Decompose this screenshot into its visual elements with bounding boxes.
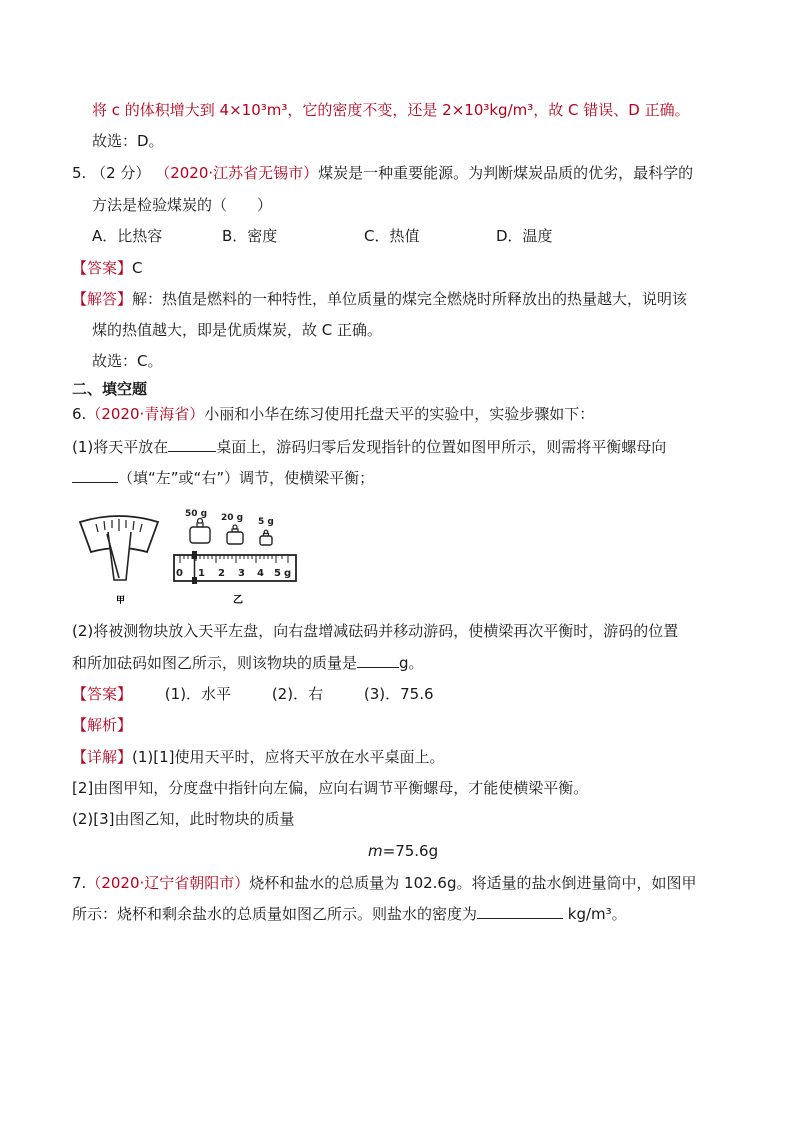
- q6-p1b: 桌面上，游码归零后发现指针的位置如图甲所示，则需将平衡螺母向: [216, 438, 667, 456]
- q6-p2c: g。: [399, 654, 424, 672]
- figure-label-yi: 乙: [233, 595, 243, 606]
- figure-jia: [74, 508, 164, 608]
- weight-label-50: 50 g: [185, 509, 208, 519]
- q4-text: 将 c 的体积增大到 4×10³m³，它的密度不变，还是 2×10³kg/m³，故 C 错误、D 正确。: [92, 101, 690, 119]
- formula-m: m: [368, 842, 383, 860]
- q5-source: （2020·江苏省无锡市）: [155, 164, 319, 182]
- blank-1[interactable]: [168, 437, 216, 452]
- q5-option-c: C．热值: [364, 227, 420, 245]
- weight-label-5: 5 g: [258, 517, 274, 527]
- q6-source: （2020·青海省）: [86, 405, 205, 423]
- q5-explain-line1: [72, 288, 687, 310]
- weight-50g: [190, 519, 210, 544]
- q6-detail1: (1)[1]使用天平时，应将天平放在水平桌面上。: [132, 748, 445, 766]
- formula-value: =75.6g: [382, 842, 439, 860]
- tick-0: 0: [176, 568, 183, 579]
- q6-detail-line3: (2)[3]由图乙知，此时物块的质量: [72, 810, 295, 828]
- q7-stem2b: kg/m³。: [563, 905, 627, 923]
- weight-label-20: 20 g: [221, 513, 244, 523]
- blank-2[interactable]: [72, 468, 118, 483]
- rider-bottom: [192, 577, 197, 584]
- tick-4: 4: [257, 568, 264, 579]
- tick-5: 5: [274, 568, 281, 579]
- weight-20g: [227, 525, 243, 544]
- q6-part2-line1: (2)将被测物块放入天平左盘，向右盘增减砝码并移动游码，使横梁再次平衡时，游码的位置: [72, 622, 679, 640]
- rider-top: [192, 551, 197, 559]
- q6-number: 6.: [72, 405, 87, 423]
- q5-answer-label: 【答案】: [72, 259, 133, 277]
- q7-source: （2020·辽宁省朝阳市）: [86, 874, 250, 892]
- pointer-support: [108, 532, 131, 580]
- q6-answer: [72, 683, 434, 705]
- q5-stem-line2: 方法是检验煤炭的（ ）: [92, 196, 273, 214]
- q5-explain-line2: 煤的热值越大，即是优质煤炭，故 C 正确。: [92, 321, 383, 339]
- q6-part1-line1: [72, 436, 666, 458]
- figure-label-jia: 甲: [116, 596, 126, 606]
- q7-stem-line2: [72, 903, 627, 925]
- q7-stem-line1: [72, 872, 697, 894]
- blank-3[interactable]: [357, 653, 399, 668]
- q5-choice: 故选：C。: [92, 352, 163, 370]
- q6-answer-label: 【答案】: [72, 685, 133, 703]
- q6-part1-line2: [72, 467, 374, 489]
- q6-stem: [72, 403, 594, 425]
- q6-detail-label: 【详解】: [72, 748, 133, 766]
- q6-p1a: (1)将天平放在: [72, 438, 169, 456]
- q6-detail-line2: [2]由图甲知，分度盘中指针向左偏，应向右调节平衡螺母，才能使横梁平衡。: [72, 779, 589, 797]
- q5-stem-line1: [72, 162, 693, 184]
- q6-formula: [368, 840, 438, 862]
- q4-choice: 故选：D。: [92, 132, 164, 150]
- q5-option-a: A．比热容: [92, 227, 163, 245]
- tick-2: 2: [218, 568, 225, 579]
- figure-yi: [170, 505, 300, 610]
- weight-5g: [260, 530, 272, 545]
- q6-stem-text: 小丽和小华在练习使用托盘天平的实验中，实验步骤如下：: [204, 405, 595, 423]
- q5-score: （2 分）: [91, 164, 151, 182]
- q6-detail-line1: [72, 746, 445, 768]
- q6-answer-3: (3)．75.6: [363, 685, 434, 703]
- tick-3: 3: [238, 568, 245, 579]
- q5-option-b: B．密度: [222, 227, 278, 245]
- q6-part2-line2: [72, 652, 424, 674]
- q6-p2b: 和所加砝码如图乙所示，则该物块的质量是: [72, 654, 358, 672]
- tick-unit: g: [284, 568, 292, 579]
- q4-line1: [92, 99, 690, 121]
- q7-stem1: 烧杯和盐水的总质量为 102.6g。将适量的盐水倒进量筒中，如图甲: [249, 874, 697, 892]
- tick-1: 1: [198, 568, 205, 579]
- q5-stem1: 煤炭是一种重要能源。为判断煤炭品质的优劣，最科学的: [318, 164, 694, 182]
- q6-answer-1: (1)．水平: [164, 685, 232, 703]
- q5-explain-label: 【解答】: [72, 290, 133, 308]
- q6-answer-2: (2)．右: [271, 685, 324, 703]
- q7-number: 7.: [72, 874, 87, 892]
- q7-stem2a: 所示：烧杯和剩余盐水的总质量如图乙所示。则盐水的密度为: [72, 905, 478, 923]
- q5-explain1: 解：热值是燃料的一种特性，单位质量的煤完全燃烧时所释放出的热量越大，说明该: [132, 290, 688, 308]
- section-title: 二、填空题: [72, 380, 148, 398]
- q6-p1c: （填“左”或“右”）调节，使横梁平衡；: [118, 469, 375, 487]
- q6-analysis-label: 【解析】: [72, 716, 133, 734]
- q5-answer-value: C: [132, 259, 143, 277]
- blank-4[interactable]: [477, 904, 563, 919]
- q5-number: 5.: [72, 164, 87, 182]
- q5-option-d: D．温度: [496, 227, 553, 245]
- q5-answer: [72, 257, 143, 279]
